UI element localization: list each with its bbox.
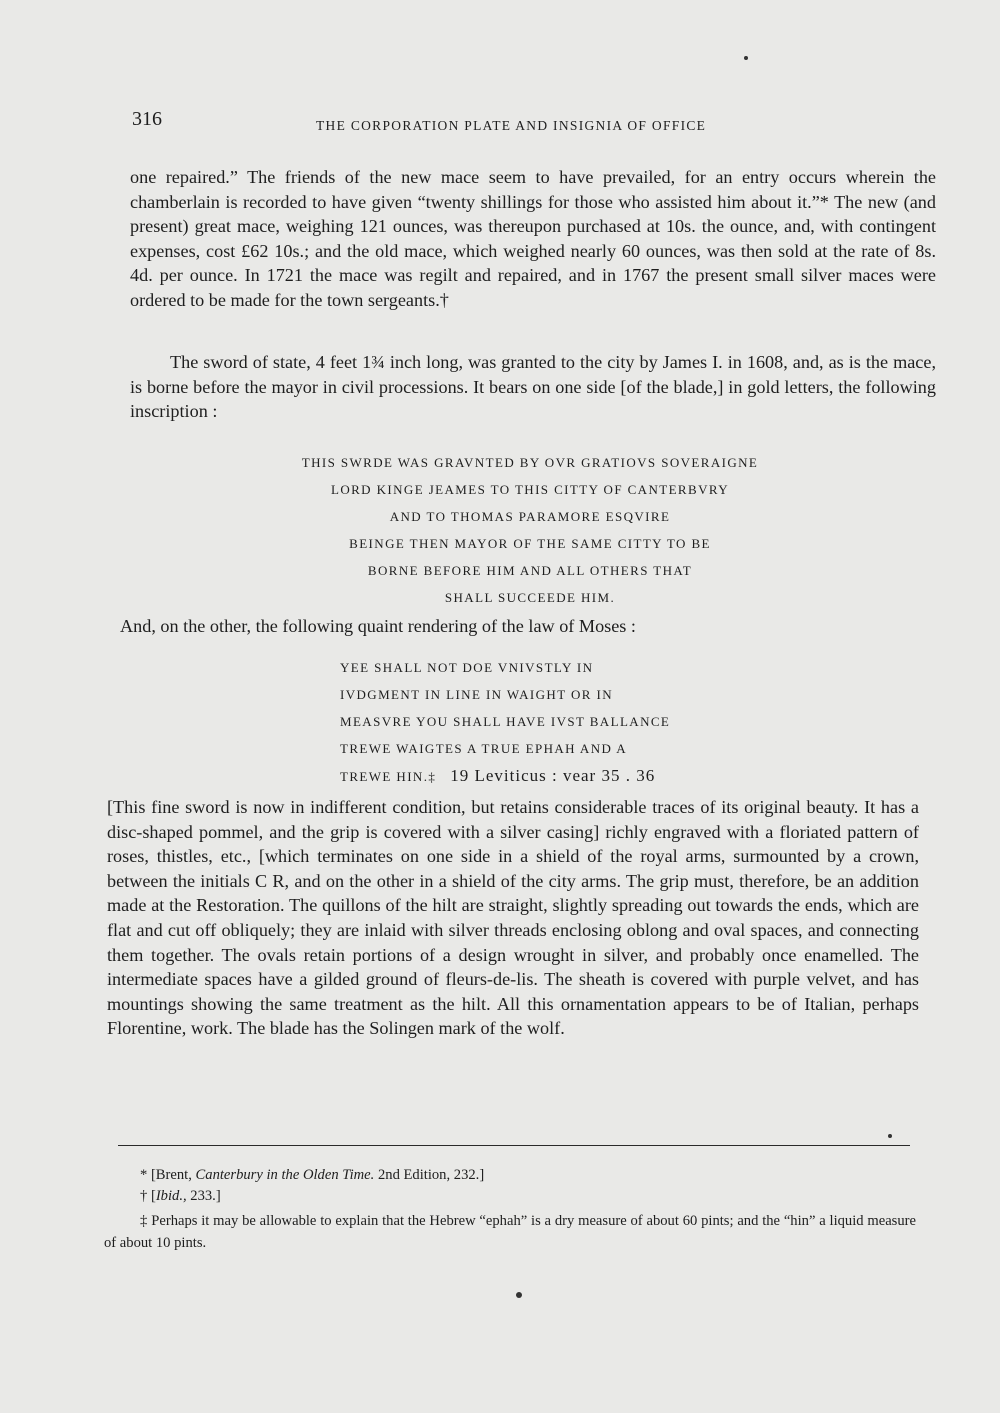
page-number: 316	[132, 108, 162, 130]
footnote-1	[140, 1164, 952, 1186]
law-reference: 19 Leviticus : vear 35 . 36	[450, 766, 656, 785]
paragraph-sword: The sword of state, 4 feet 1¾ inch long, was granted to the city by James I. in 1608, and, as is the mace, is borne before the mayor in civil processions. It bears on one side [of the blade,] in gold letters, the following inscription :	[130, 352, 936, 421]
law-line-last	[340, 762, 760, 789]
footnote-divider	[118, 1145, 910, 1146]
inscription-line: THIS SWRDE WAS GRAVNTED BY OVR GRATIOVS SOVERAIGNE	[301, 455, 759, 470]
inscription-line: BEINGE THEN MAYOR OF THE SAME CITTY TO BE	[349, 536, 711, 551]
paper-speck	[744, 56, 748, 60]
law-line: YEE SHALL NOT DOE VNIVSTLY IN	[340, 660, 594, 675]
footnote-3: ‡ Perhaps it may be allowable to explain that the Hebrew “ephah” is a dry measure of about 60 pints; and the “hin” a liquid measure of about 10 pints.	[104, 1213, 916, 1251]
paper-speck	[516, 1292, 522, 1298]
footnote-1-title: Canterbury in the Olden Time.	[195, 1167, 375, 1183]
running-title: THE CORPORATION PLATE AND INSIGNIA OF OFFICE	[316, 118, 707, 133]
footnote-2-mark: † [	[140, 1188, 156, 1204]
law-line: IVDGMENT IN LINE IN WAIGHT OR IN	[340, 687, 613, 702]
law-line: MEASVRE YOU SHALL HAVE IVST BALLANCE	[340, 714, 671, 729]
law-line: TREWE WAIGTES A TRUE EPHAH AND A	[340, 741, 627, 756]
inscription-line: BORNE BEFORE HIM AND ALL OTHERS THAT	[367, 563, 693, 578]
footnote-2-ibid: Ibid.,	[155, 1188, 187, 1204]
paper-speck	[888, 1134, 892, 1138]
footnote-1-rest: 2nd Edition, 232.]	[377, 1167, 485, 1183]
footnote-2	[140, 1185, 952, 1207]
footnote-2-rest: 233.]	[190, 1188, 221, 1204]
paragraph-law-intro: And, on the other, the following quaint rendering of the law of Moses :	[120, 616, 636, 636]
law-of-moses-inscription	[340, 654, 760, 789]
sword-inscription	[200, 449, 860, 611]
footnote-1-mark: * [Brent,	[140, 1167, 192, 1183]
paragraph-sword-description: [This fine sword is now in indifferent condition, but retains considerable traces of its original beauty. It has a disc-shaped pommel, and the grip is covered with a silver casing] richly engraved with a floriated pattern of roses, thistles, etc., [which terminates on one side in a shield of the royal arms, surmounted by a crown, between the initials C R, and on the other in a shield of the city arms. The grip must, therefore, be an addition made at the Restoration. The quillons of the hilt are straight, slightly spreading out towards the ends, which are flat and cut off obliquely; they are inlaid with silver threads enclosing oblong and oval spaces, and connecting them together. The ovals retain portions of a design wrought in silver, and probably once enamelled. The intermediate spaces have a gilded ground of fleurs-de-lis. The sheath is covered with purple velvet, and has mountings showing the same treatment as the hilt. All this ornamentation appears to be of Italian, perhaps Florentine, work. The blade has the Solingen mark of the wolf.	[107, 797, 919, 1039]
page-header	[132, 108, 922, 138]
law-last-text: TREWE HIN.‡	[340, 769, 437, 784]
inscription-line: AND TO THOMAS PARAMORE ESQVIRE	[389, 509, 671, 524]
inscription-line: SHALL SUCCEEDE HIM.	[444, 590, 616, 605]
inscription-line: LORD KINGE JEAMES TO THIS CITTY OF CANTERBVRY	[330, 482, 729, 497]
paragraph-mace: one repaired.” The friends of the new mace seem to have prevailed, for an entry occurs wherein the chamberlain is recorded to have given “twenty shillings for those who assisted him about it.”* The new (and present) great mace, weighing 121 ounces, was thereupon purchased at 10s. the ounce, and, with contingent expenses, cost £62 10s.; and the old mace, which weighed nearly 60 ounces, was then sold at the rate of 8s. 4d. per ounce. In 1721 the mace was regilt and repaired, and in 1767 the present small silver maces were ordered to be made for the town sergeants.†	[130, 167, 936, 310]
